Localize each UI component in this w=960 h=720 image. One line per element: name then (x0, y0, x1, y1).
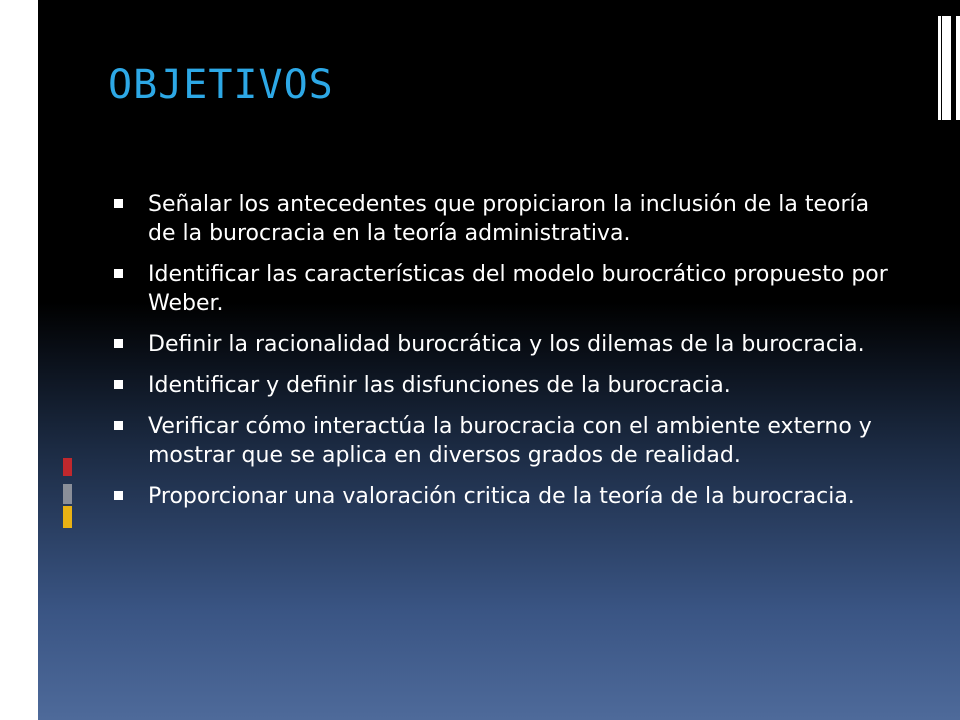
list-item (110, 412, 900, 470)
list-item (110, 371, 900, 400)
list-item-text: Verificar cómo interactúa la burocracia con el ambiente externo y mostrar que se aplica en diversos grados de realidad. (148, 414, 872, 468)
decorative-bar (938, 16, 941, 120)
list-item (110, 190, 900, 248)
list-item-text: Proporcionar una valoración critica de la teoría de la burocracia. (148, 484, 855, 509)
square-bullet-icon (114, 269, 123, 278)
decorative-bar-yellow (63, 506, 72, 528)
list-item-text: Identificar las características del modelo burocrático propuesto por Weber. (148, 262, 888, 316)
list-item (110, 260, 900, 318)
list-item-text: Definir la racionalidad burocrática y los dilemas de la burocracia. (148, 332, 865, 357)
decorative-bar-gray (63, 484, 72, 504)
square-bullet-icon (114, 339, 123, 348)
list-item (110, 482, 900, 511)
square-bullet-icon (114, 491, 123, 500)
square-bullet-icon (114, 199, 123, 208)
objectives-list (110, 190, 900, 523)
square-bullet-icon (114, 421, 123, 430)
decorative-bar (956, 16, 960, 120)
list-item (110, 330, 900, 359)
decorative-bar-red (63, 458, 72, 476)
left-margin-strip (0, 0, 38, 720)
square-bullet-icon (114, 380, 123, 389)
decorative-bar (942, 16, 951, 120)
list-item-text: Identificar y definir las disfunciones de la burocracia. (148, 373, 731, 398)
slide-title: OBJETIVOS (108, 62, 334, 108)
list-item-text: Señalar los antecedentes que propiciaron la inclusión de la teoría de la burocracia en la teoría administrativa. (148, 192, 870, 246)
